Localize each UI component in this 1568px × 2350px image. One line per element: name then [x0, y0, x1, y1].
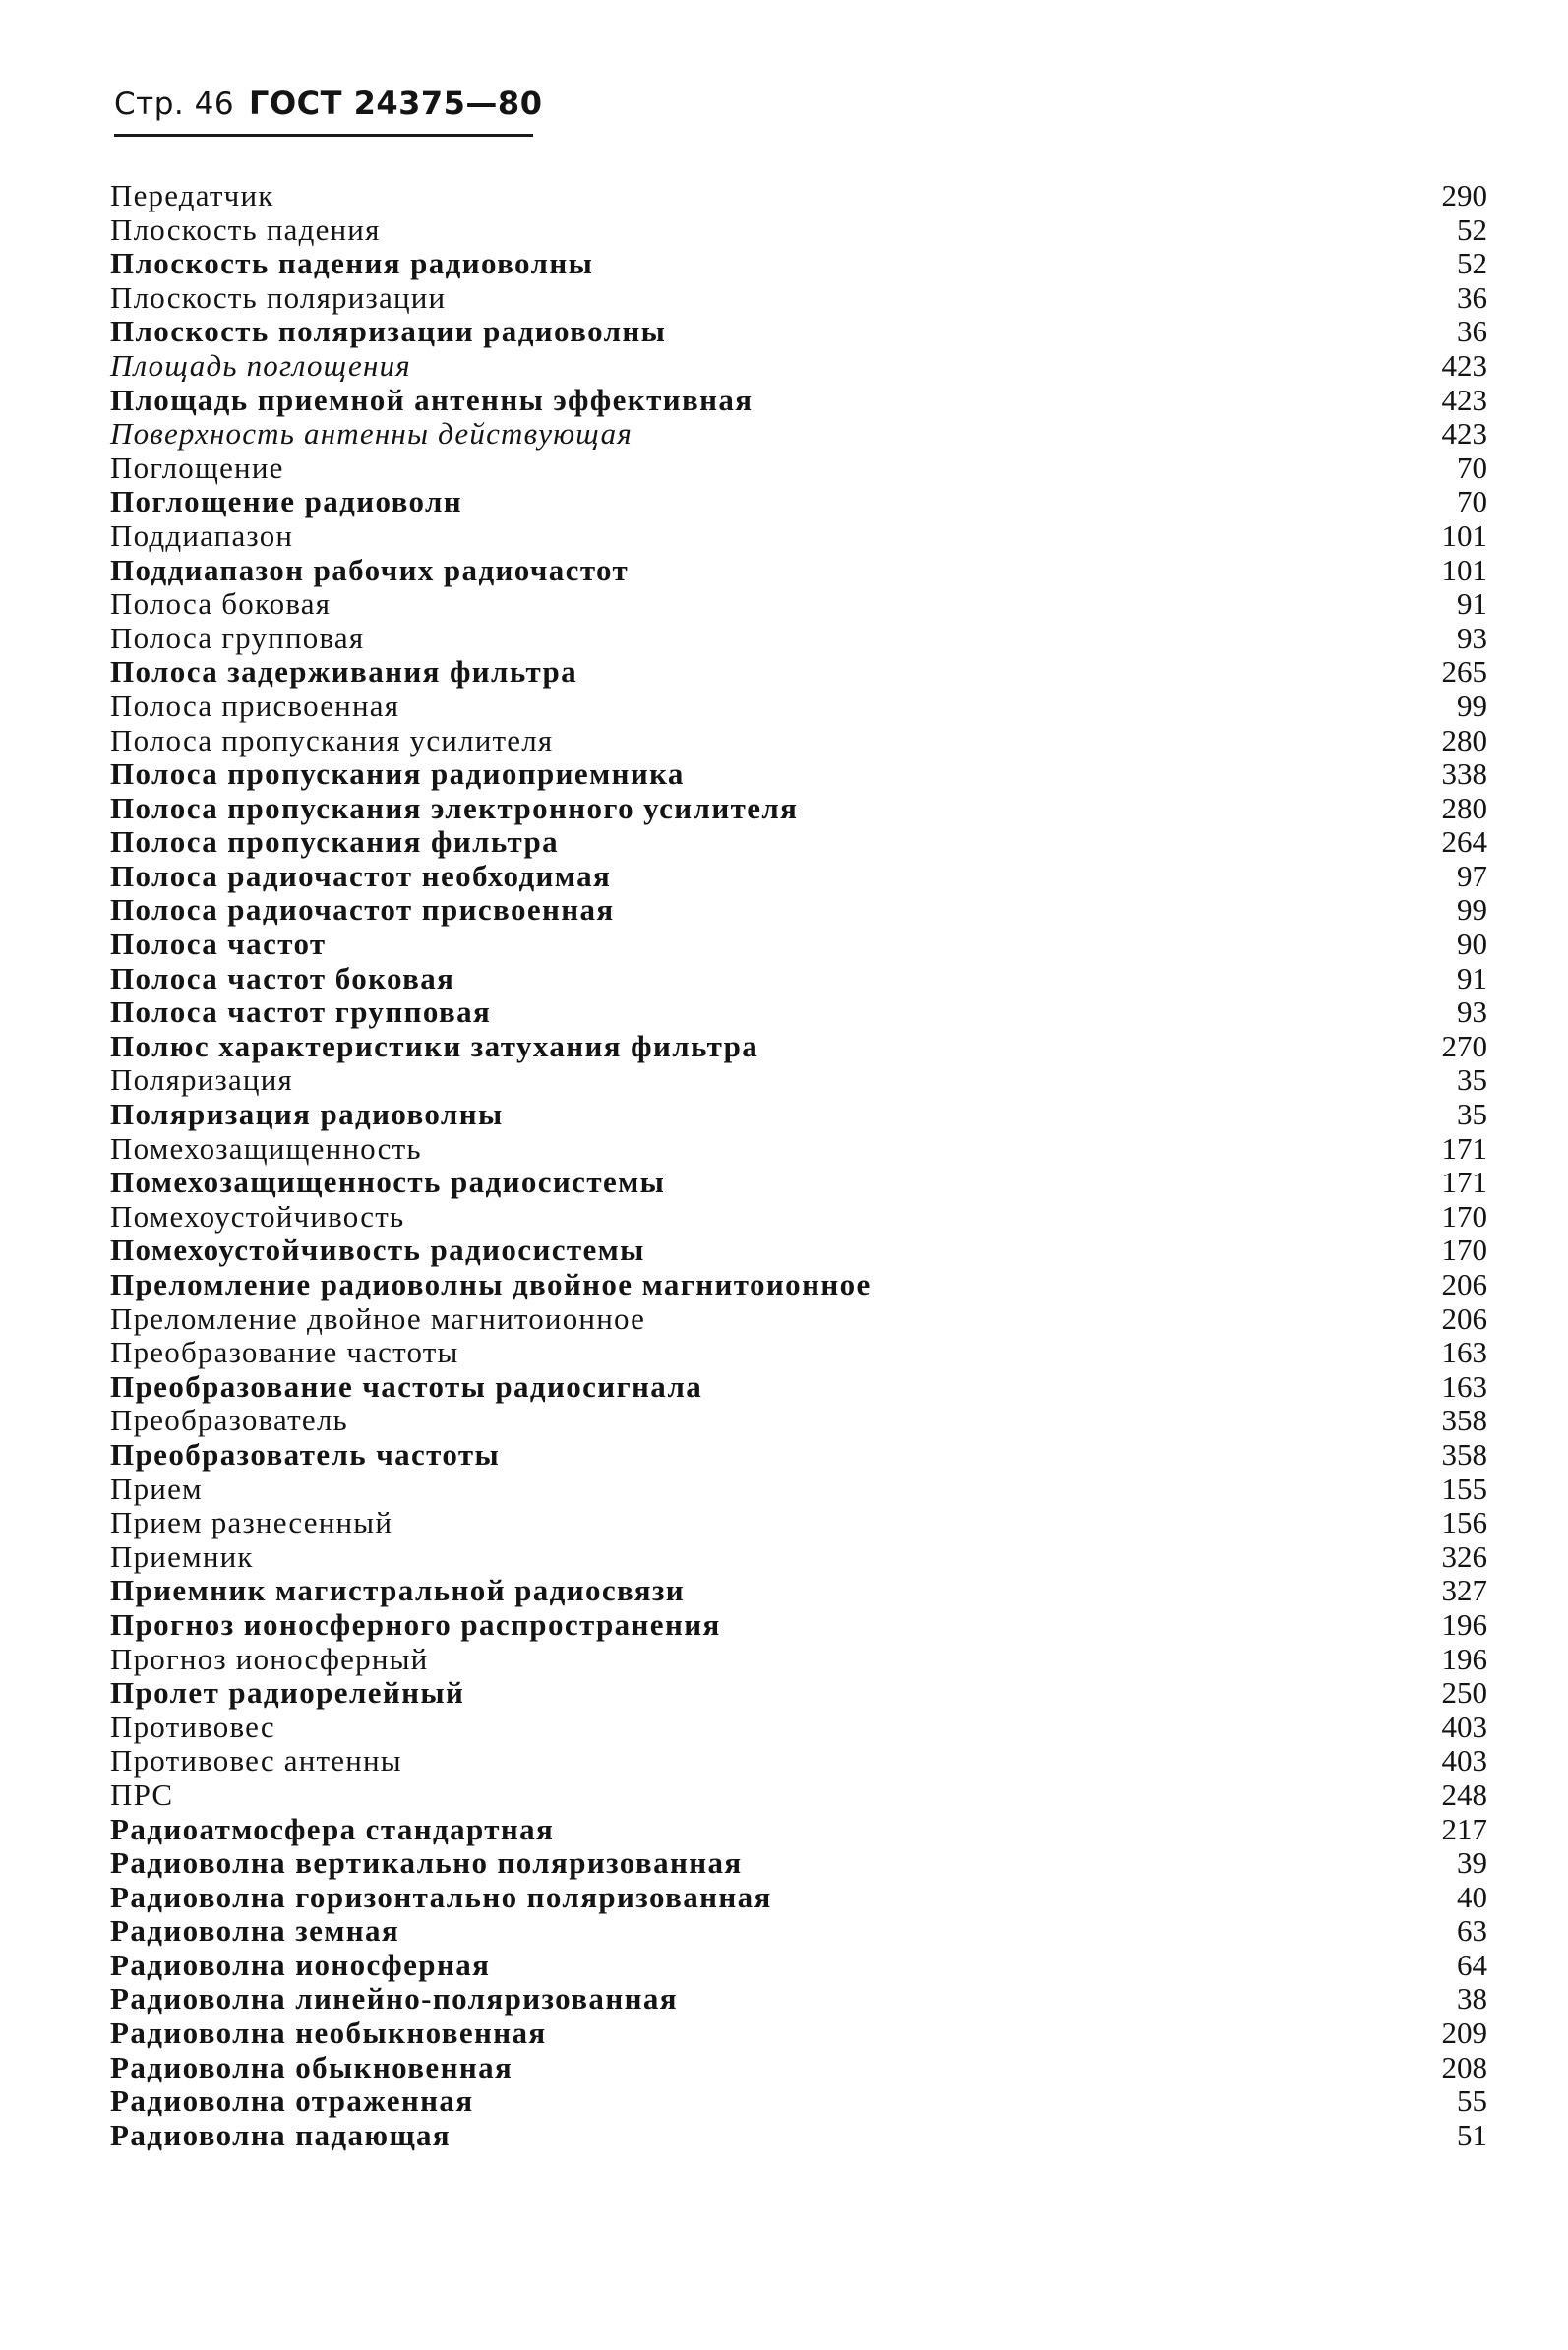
- index-entry: [110, 2017, 1487, 2051]
- index-term: Плоскость падения радиоволны: [110, 246, 594, 281]
- index-page-number: 423: [1441, 416, 1487, 452]
- index-page-number: 280: [1441, 722, 1487, 757]
- header-rule: [114, 134, 533, 137]
- index-entry: [110, 1370, 1487, 1405]
- index-page-number: 99: [1457, 688, 1487, 723]
- index-page-number: 358: [1441, 1436, 1487, 1472]
- index-term: Поглощение: [110, 450, 284, 485]
- index-page-number: 206: [1441, 1267, 1487, 1301]
- index-page-number: 338: [1441, 756, 1487, 792]
- index-page-number: 101: [1441, 517, 1487, 553]
- index-term: Пролет радиорелейный: [110, 1675, 465, 1711]
- index-term: ПРС: [110, 1777, 174, 1812]
- index-entry: [110, 2084, 1487, 2119]
- index-entry: [110, 792, 1487, 826]
- index-page-number: 403: [1441, 1709, 1487, 1744]
- index-entry: [110, 1608, 1487, 1643]
- index-page-number: 358: [1441, 1403, 1487, 1438]
- index-entry: [110, 384, 1487, 418]
- index-entry: [110, 1166, 1487, 1200]
- index-entry: [110, 1132, 1487, 1167]
- index-page-number: 170: [1441, 1233, 1487, 1268]
- index-term: Полоса частот боковая: [110, 960, 455, 995]
- index-page-number: 55: [1457, 2083, 1487, 2119]
- index-entry: [110, 1778, 1487, 1813]
- index-term: Площадь поглощения: [110, 347, 411, 383]
- index-entry: [110, 519, 1487, 554]
- index-term: Площадь приемной антенны эффективная: [110, 382, 754, 417]
- index-page-number: 250: [1441, 1675, 1487, 1711]
- index-term: Полюс характеристики затухания фильтра: [110, 1028, 759, 1063]
- index-page-number: 156: [1441, 1505, 1487, 1540]
- index-term: Полоса пропускания электронного усилителя: [110, 790, 799, 825]
- index-term: Поляризация радиоволны: [110, 1097, 504, 1132]
- index-entry: [110, 757, 1487, 792]
- index-entry: [110, 554, 1487, 588]
- index-entry: [110, 1234, 1487, 1268]
- index-entry: [110, 1098, 1487, 1132]
- index-term: Помехозащищенность: [110, 1130, 422, 1166]
- index-term: Преломление радиоволны двойное магнитоионное: [110, 1267, 872, 1301]
- index-page-number: 265: [1441, 654, 1487, 690]
- index-term: Радиоволна горизонтально поляризованная: [110, 1879, 772, 1914]
- index-entry: [110, 281, 1487, 316]
- index-entry: [110, 893, 1487, 928]
- index-page-number: 35: [1457, 1062, 1487, 1098]
- index-entry: [110, 1881, 1487, 1915]
- index-page-number: 155: [1441, 1471, 1487, 1506]
- index-entry: [110, 1711, 1487, 1745]
- index-entry: [110, 1473, 1487, 1507]
- index-term: Поддиапазон рабочих радиочастот: [110, 552, 630, 587]
- index-term: Прогноз ионосферный: [110, 1641, 429, 1676]
- index-term: Прием разнесенный: [110, 1505, 393, 1540]
- index-page-number: 171: [1441, 1165, 1487, 1200]
- index-term: Плоскость поляризации радиоволны: [110, 314, 667, 349]
- index-entry: [110, 1914, 1487, 1949]
- index-page-number: 97: [1457, 858, 1487, 893]
- index-page-number: 326: [1441, 1538, 1487, 1574]
- index-page-number: 39: [1457, 1845, 1487, 1881]
- index-page-number: 52: [1457, 246, 1487, 281]
- index-term: Полоса частот групповая: [110, 994, 492, 1030]
- index-page-number: 248: [1441, 1777, 1487, 1812]
- index-term: Плоскость падения: [110, 211, 381, 247]
- index-page-number: 70: [1457, 484, 1487, 519]
- index-entry: [110, 2119, 1487, 2153]
- index-entry: [110, 928, 1487, 962]
- index-page-number: 99: [1457, 892, 1487, 928]
- index-page-number: 91: [1457, 960, 1487, 995]
- index-page-number: 93: [1457, 994, 1487, 1030]
- index-term: Полоса пропускания усилителя: [110, 722, 554, 757]
- index-entry: [110, 213, 1487, 248]
- index-entry: [110, 690, 1487, 724]
- index-term: Радиоволна отраженная: [110, 2083, 474, 2119]
- index-entry: [110, 179, 1487, 213]
- index-term: Полоса частот: [110, 927, 327, 962]
- index-page-number: 209: [1441, 2016, 1487, 2051]
- index-page-number: 91: [1457, 586, 1487, 622]
- index-entry: [110, 860, 1487, 894]
- index-page-number: 40: [1457, 1879, 1487, 1914]
- index-term: Поглощение радиоволн: [110, 484, 463, 519]
- index-entry: [110, 1268, 1487, 1302]
- page-header: [114, 85, 542, 123]
- index-page-number: 208: [1441, 2049, 1487, 2084]
- index-term: Полоса радиочастот присвоенная: [110, 892, 615, 928]
- index-page-number: 270: [1441, 1028, 1487, 1063]
- term-index: [110, 179, 1487, 2152]
- index-entry: [110, 417, 1487, 452]
- index-page-number: 403: [1441, 1743, 1487, 1778]
- index-term: Преобразователь частоты: [110, 1436, 501, 1472]
- index-entry: [110, 349, 1487, 384]
- index-term: Передатчик: [110, 178, 274, 212]
- index-term: Противовес антенны: [110, 1743, 402, 1778]
- index-entry: [110, 1063, 1487, 1098]
- standard-designation: ГОСТ 24375—80: [249, 85, 543, 122]
- index-term: Полоса радиочастот необходимая: [110, 858, 612, 893]
- index-term: Приемник: [110, 1538, 254, 1574]
- index-entry: [110, 1438, 1487, 1473]
- index-entry: [110, 1404, 1487, 1438]
- index-entry: [110, 1506, 1487, 1540]
- index-entry: [110, 452, 1487, 486]
- index-term: Радиоволна ионосферная: [110, 1947, 491, 1982]
- index-term: Поверхность антенны действующая: [110, 416, 633, 452]
- index-page-number: 196: [1441, 1606, 1487, 1642]
- index-term: Радиоволна необыкновенная: [110, 2016, 547, 2051]
- index-page-number: 170: [1441, 1198, 1487, 1234]
- index-entry: [110, 247, 1487, 281]
- index-entry: [110, 995, 1487, 1030]
- index-entry: [110, 1200, 1487, 1235]
- index-term: Радиоволна вертикально поляризованная: [110, 1845, 743, 1881]
- index-page-number: 35: [1457, 1097, 1487, 1132]
- index-page-number: 206: [1441, 1300, 1487, 1336]
- index-entry: [110, 485, 1487, 519]
- index-page-number: 70: [1457, 450, 1487, 485]
- index-term: Помехозащищенность радиосистемы: [110, 1165, 666, 1200]
- index-page-number: 38: [1457, 1981, 1487, 2017]
- index-page-number: 264: [1441, 824, 1487, 860]
- index-page-number: 90: [1457, 927, 1487, 962]
- index-entry: [110, 825, 1487, 860]
- index-entry: [110, 1336, 1487, 1370]
- index-page-number: 51: [1457, 2117, 1487, 2152]
- index-term: Помехоустойчивость: [110, 1198, 405, 1234]
- index-entry: [110, 1643, 1487, 1677]
- index-page-number: 52: [1457, 211, 1487, 247]
- index-term: Радиоволна падающая: [110, 2117, 452, 2152]
- index-term: Противовес: [110, 1709, 275, 1744]
- index-entry: [110, 2051, 1487, 2085]
- index-entry: [110, 315, 1487, 349]
- index-entry: [110, 1574, 1487, 1608]
- index-entry: [110, 1813, 1487, 1847]
- index-page-number: 163: [1441, 1335, 1487, 1370]
- index-page-number: 327: [1441, 1573, 1487, 1608]
- index-entry: [110, 655, 1487, 690]
- index-page-number: 196: [1441, 1641, 1487, 1676]
- index-page-number: 64: [1457, 1947, 1487, 1982]
- index-page-number: 101: [1441, 552, 1487, 587]
- index-page-number: 171: [1441, 1130, 1487, 1166]
- index-entry: [110, 1949, 1487, 1983]
- index-term: Преобразование частоты радиосигнала: [110, 1368, 703, 1404]
- index-term: Полоса групповая: [110, 620, 365, 655]
- index-page-number: 63: [1457, 1913, 1487, 1949]
- index-entry: [110, 587, 1487, 622]
- index-term: Прием: [110, 1471, 203, 1506]
- index-page-number: 93: [1457, 620, 1487, 655]
- index-page-number: 280: [1441, 790, 1487, 825]
- index-term: Полоса присвоенная: [110, 688, 400, 723]
- index-term: Радиоволна обыкновенная: [110, 2049, 513, 2084]
- index-entry: [110, 622, 1487, 656]
- index-term: Полоса пропускания фильтра: [110, 824, 560, 860]
- index-term: Полоса пропускания радиоприемника: [110, 756, 685, 792]
- index-entry: [110, 1676, 1487, 1711]
- index-entry: [110, 962, 1487, 996]
- index-term: Поддиапазон: [110, 517, 294, 553]
- index-term: Радиоатмосфера стандартная: [110, 1811, 555, 1846]
- page-number-label: Стр. 46: [114, 87, 235, 122]
- index-term: Прогноз ионосферного распространения: [110, 1606, 721, 1642]
- index-term: Преломление двойное магнитоионное: [110, 1300, 646, 1336]
- index-page-number: 36: [1457, 279, 1487, 315]
- index-page-number: 163: [1441, 1368, 1487, 1404]
- index-term: Радиоволна линейно-поляризованная: [110, 1981, 678, 2017]
- index-page-number: 423: [1441, 382, 1487, 417]
- index-entry: [110, 1982, 1487, 2017]
- index-entry: [110, 724, 1487, 758]
- index-page-number: 423: [1441, 347, 1487, 383]
- index-term: Плоскость поляризации: [110, 279, 447, 315]
- index-entry: [110, 1540, 1487, 1575]
- index-page-number: 217: [1441, 1811, 1487, 1846]
- index-term: Радиоволна земная: [110, 1913, 400, 1949]
- index-term: Поляризация: [110, 1062, 293, 1098]
- index-term: Приемник магистральной радиосвязи: [110, 1573, 686, 1608]
- index-page-number: 290: [1441, 178, 1487, 212]
- index-term: Преобразователь: [110, 1403, 348, 1438]
- index-term: Полоса задерживания фильтра: [110, 654, 578, 690]
- index-term: Преобразование частоты: [110, 1335, 459, 1370]
- index-term: Помехоустойчивость радиосистемы: [110, 1233, 645, 1268]
- index-entry: [110, 1302, 1487, 1337]
- index-term: Полоса боковая: [110, 586, 332, 622]
- index-page-number: 36: [1457, 314, 1487, 349]
- index-entry: [110, 1846, 1487, 1881]
- index-entry: [110, 1744, 1487, 1778]
- index-entry: [110, 1030, 1487, 1064]
